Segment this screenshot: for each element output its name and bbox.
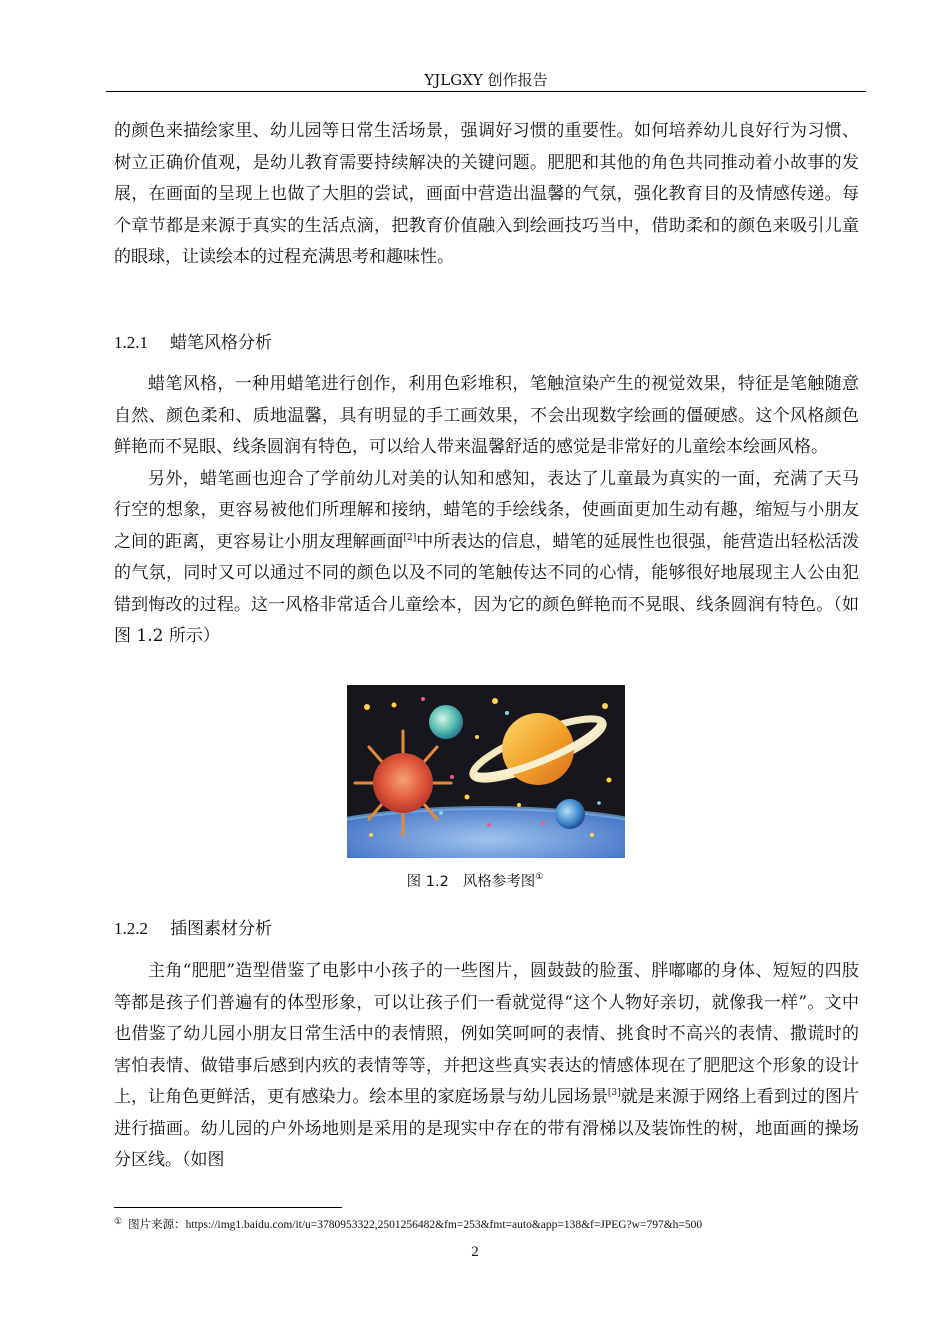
citation-ref-2[interactable]: [2] xyxy=(403,532,417,543)
crayon-style-section xyxy=(114,369,859,653)
citation-ref-3[interactable]: [3] xyxy=(607,1088,621,1098)
section-title: 插图素材分析 xyxy=(170,919,272,939)
section-heading-1-2-2 xyxy=(114,917,272,941)
intro-paragraph xyxy=(114,116,859,274)
page-number: 2 xyxy=(471,1244,479,1260)
figure-caption-text: 风格参考图 xyxy=(462,874,536,890)
crayon-paragraph-2-part-a: 另外，蜡笔画也迎合了学前幼儿对美的认知和感知，表达了儿童最为真实的一面，充满了天马行空的想象，更容易被他们所理解和接纳，蜡笔的手绘线条，使画面更加生动有趣，缩短与小朋友之间的距离，更容易让小朋友理解画面 xyxy=(114,468,859,552)
section-title: 蜡笔风格分析 xyxy=(170,333,272,353)
figure-caption-number: 图 1.2 xyxy=(406,874,449,890)
section-number: 1.2.1 xyxy=(114,333,148,352)
intro-text: 的颜色来描绘家里、幼儿园等日常生活场景，强调好习惯的重要性。如何培养幼儿良好行为习惯、树立正确价值观，是幼儿教育需要持续解决的关键问题。肥肥和其他的角色共同推动着小故事的发展，在画面的呈现上也做了大胆的尝试，画面中营造出温馨的气氛，强化教育目的及情感传递。每个章节都是来源于真实的生活点滴，把教育价值融入到绘画技巧当中，借助柔和的颜色来吸引儿童的眼球，让读绘本的过程充满思考和趣味性。 xyxy=(114,121,859,267)
crayon-paragraph-1: 蜡笔风格，一种用蜡笔进行创作，利用色彩堆积，笔触渲染产生的视觉效果，特征是笔触随意自然、颜色柔和、质地温馨，具有明显的手工画效果，不会出现数字绘画的僵硬感。这个风格颜色鲜艳而不晃眼、线条圆润有特色，可以给人带来温馨舒适的感觉是非常好的儿童绘本绘画风格。 xyxy=(114,374,859,457)
footnote xyxy=(114,1216,702,1232)
section-heading-1-2-1 xyxy=(114,331,272,355)
figure-crayon-space-illustration xyxy=(347,685,625,858)
crayon-paragraph-2 xyxy=(114,464,859,653)
illustration-paragraph xyxy=(114,956,859,1177)
crayon-paragraph-2-part-b: 中所表达的信息，蜡笔的延展性也很强，能营造出轻松活泼的气氛，同时又可以通过不同的颜色以及不同的笔触传达不同的心情，能够很好地展现主人公由犯错到悔改的过程。这一风格非常适合儿童绘本，因为它的颜色鲜艳而不晃眼、线条圆润有特色。（如图 1.2 所示） xyxy=(114,531,860,646)
space-illustration-image xyxy=(347,685,625,858)
illustration-paragraph-part-a: 主角“肥肥”造型借鉴了电影中小孩子的一些图片，圆鼓鼓的脸蛋、胖嘟嘟的身体、短短的四肢等都是孩子们普遍有的体型形象，可以让孩子们一看就觉得“这个人物好亲切，就像我一样”。文中也借鉴了幼儿园小朋友日常生活中的表情照，例如笑呵呵的表情、挑食时不高兴的表情、撒谎时的害怕表情、做错事后感到内疚的表情等等，并把这些真实表达的情感体现在了肥肥这个形象的设计上，让角色更鲜活，更有感染力。绘本里的家庭场景与幼儿园场景 xyxy=(114,961,859,1107)
illustration-source-section xyxy=(114,956,859,1177)
footnote-ref-1[interactable]: ① xyxy=(535,872,544,882)
illustration-paragraph-part-b: 就是来源于网络上看到过的图片进行描画。幼儿园的户外场地则是采用的是现实中存在的带有滑梯以及装饰性的树，地面画的操场分区线。（如图 xyxy=(114,1087,860,1170)
footnote-mark: ① xyxy=(114,1216,123,1226)
footnote-divider xyxy=(114,1207,342,1208)
page-header: YJLGXY 创作报告 xyxy=(106,70,866,92)
figure-caption xyxy=(0,870,950,891)
section-number: 1.2.2 xyxy=(114,919,148,938)
footnote-text: 图片来源：https://img1.baidu.com/it/u=3780953322,2501256482&fm=253&fmt=auto&app=138&f=JPEG?w=797&h=500 xyxy=(128,1219,703,1231)
